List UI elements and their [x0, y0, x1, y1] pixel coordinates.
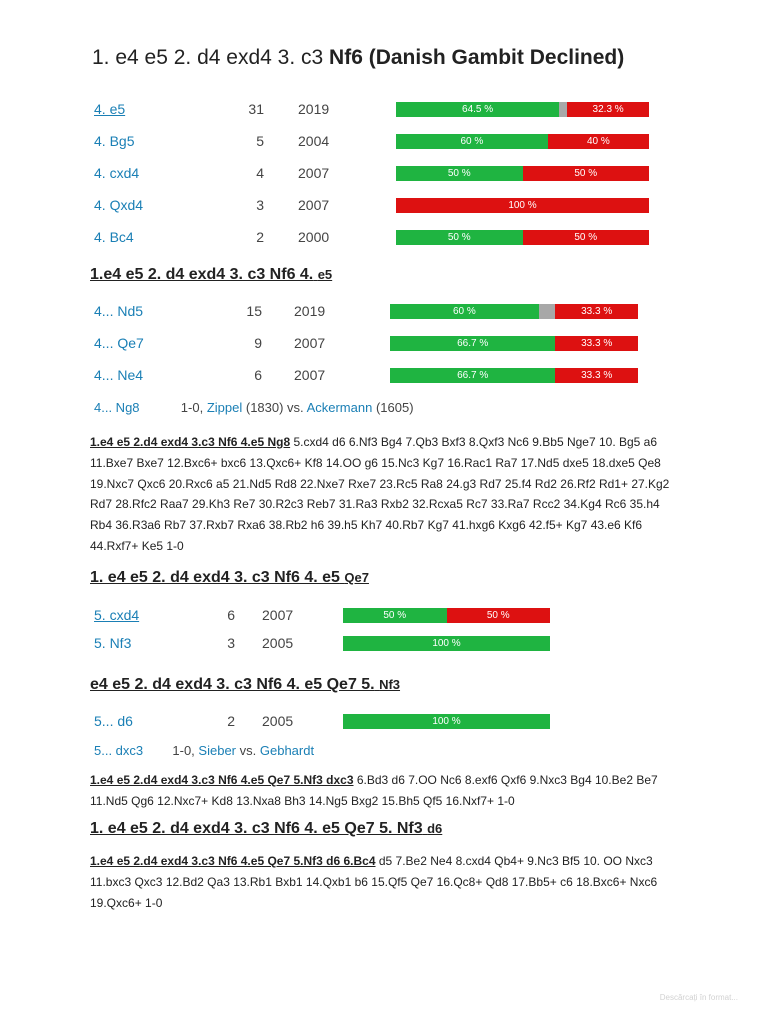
last-played-year: 2007	[262, 607, 294, 623]
black-win-segment: 50 %	[447, 608, 551, 623]
game-count: 3	[227, 635, 235, 651]
black-win-segment: 33.3 %	[555, 368, 638, 383]
game-count: 6	[227, 607, 235, 623]
game-count: 4	[256, 165, 264, 181]
black-win-segment: 40 %	[548, 134, 649, 149]
white-win-segment: 64.5 %	[396, 102, 559, 117]
result-bar	[343, 636, 550, 651]
black-win-segment: 32.3 %	[567, 102, 649, 117]
last-played-year: 2005	[262, 635, 294, 651]
move-link[interactable]: 4... Qe7	[94, 335, 144, 351]
black-win-segment: 50 %	[523, 166, 650, 181]
game-reference-ng8[interactable]: 4... Ng8 1-0, Zippel (1830) vs. Ackermann (1605)	[94, 400, 414, 415]
result-bar	[343, 714, 550, 729]
section-heading-5-d6: 1. e4 e5 2. d4 exd4 3. c3 Nf6 4. e5 Qe7 5. Nf3 d6	[90, 820, 443, 837]
move-link[interactable]: 4... Nd5	[94, 303, 144, 319]
game-count: 3	[256, 197, 264, 213]
move-link[interactable]: 5. cxd4	[94, 607, 140, 623]
game-score-1: 1.e4 e5 2.d4 exd4 3.c3 Nf6 4.e5 Ng8 5.cxd4 d6 6.Nf3 Bg4 7.Qb3 Bxf3 8.Qxf3 Nc6 9.Bb5 Nge7 10. Bg5 a6 11.Bxe7 Bxe7 12.Bxc6+ bxc6 13.Qxc6+ Kf8 14.OO g6 15.Nc3 Kg7 16.Rac1 Ra7 17.Nd5 dxe5 18.dxe5 Qe8 19.Nxc7 Qxc6 20.Rxc6 a5 21.Nd5 Rd8 22.Nxe7 Rxe7 23.Rc5 Ra8 24.g3 Rd7 25.f4 Rd2 26.Rf2 Rd1+ 27.Kg2 Rd7 28.Rfc2 Raa7 29.Kh3 Re7 30.R2c3 Reb7 31.Ra3 Rxb2 32.Rcxa5 Rc7 33.Ra7 Rcc2 34.Kg4 Rc6 35.h4 Rb4 36.R3a6 Rb7 37.Rxb7 Rxa6 38.Rb2 h6 39.h5 Kh7 40.Rb7 Kg7 41.hxg6 Kxg6 42.f5+ Kg7 43.e6 Kf6 44.Rxf7+ Ke5 1-0	[90, 435, 670, 553]
last-played-year: 2004	[298, 133, 330, 149]
last-played-year: 2007	[294, 367, 326, 383]
watermark: Descărcați în format...	[659, 993, 738, 1002]
last-played-year: 2019	[294, 303, 326, 319]
last-played-year: 2007	[298, 165, 330, 181]
last-played-year: 2019	[298, 101, 330, 117]
white-win-segment: 100 %	[343, 636, 550, 651]
last-played-year: 2005	[262, 713, 294, 729]
move-link[interactable]: 5. Nf3	[94, 635, 132, 651]
move-link[interactable]: 4. Qxd4	[94, 197, 144, 213]
white-win-segment: 100 %	[343, 714, 550, 729]
game-count: 15	[246, 303, 262, 319]
move-link[interactable]: 4. e5	[94, 101, 126, 117]
move-link[interactable]: 5... d6	[94, 713, 133, 729]
white-win-segment: 60 %	[390, 304, 539, 319]
last-played-year: 2007	[294, 335, 326, 351]
game-score-2: 1.e4 e5 2.d4 exd4 3.c3 Nf6 4.e5 Qe7 5.Nf3 dxc3 6.Bd3 d6 7.OO Nc6 8.exf6 Qxf6 9.Nxc3 Bg4 10.Be2 Be7 11.Nd5 Qg6 12.Nxc7+ Kd8 13.Nxa8 Bh3 14.Ng5 Bxg2 15.Bh5 Qf5 16.Nxf7+ 1-0	[90, 773, 658, 808]
game-count: 2	[256, 229, 264, 245]
game-count: 2	[227, 713, 235, 729]
black-win-segment: 100 %	[396, 198, 649, 213]
white-win-segment: 50 %	[343, 608, 447, 623]
game-score-3: 1.e4 e5 2.d4 exd4 3.c3 Nf6 4.e5 Qe7 5.Nf3 d6 6.Bc4 d5 7.Be2 Ne4 8.cxd4 Qb4+ 9.Nc3 Bf5 10. OO Nxc3 11.bxc3 Qxc3 12.Bd2 Qa3 13.Rb1 Bxb1 14.Qxb1 b6 15.Qf5 Qe7 16.Qc8+ Qd8 17.Bb5+ c6 18.Bxc6+ Nxc6 19.Qxc6+ 1-0	[90, 854, 658, 910]
move-link[interactable]: 4. Bc4	[94, 229, 134, 245]
last-played-year: 2000	[298, 229, 330, 245]
result-bar	[396, 102, 649, 117]
black-win-segment: 33.3 %	[555, 336, 638, 351]
result-bar	[343, 608, 550, 623]
white-win-segment: 66.7 %	[390, 336, 555, 351]
result-bar	[390, 304, 638, 319]
white-win-segment: 50 %	[396, 230, 523, 245]
game-reference-dxc3[interactable]: 5... dxc3 1-0, Sieber vs. Gebhardt	[94, 743, 315, 758]
move-link[interactable]: 4... Ne4	[94, 367, 144, 383]
result-bar	[396, 166, 649, 181]
result-bar	[396, 134, 649, 149]
white-win-segment: 66.7 %	[390, 368, 555, 383]
draw-segment	[559, 102, 567, 117]
section-heading-5-nf3: e4 e5 2. d4 exd4 3. c3 Nf6 4. e5 Qe7 5. Nf3	[90, 676, 401, 693]
game-count: 6	[254, 367, 262, 383]
section-heading-4-e5: 1.e4 e5 2. d4 exd4 3. c3 Nf6 4. e5	[90, 266, 333, 283]
black-win-segment: 33.3 %	[555, 304, 638, 319]
move-link[interactable]: 4. Bg5	[94, 133, 135, 149]
move-link[interactable]: 4. cxd4	[94, 165, 140, 181]
white-win-segment: 50 %	[396, 166, 523, 181]
result-bar	[390, 368, 638, 383]
game-count: 31	[248, 101, 264, 117]
game-count: 9	[254, 335, 262, 351]
draw-segment	[539, 304, 556, 319]
result-bar	[396, 230, 649, 245]
last-played-year: 2007	[298, 197, 330, 213]
game-count: 5	[256, 133, 264, 149]
white-win-segment: 60 %	[396, 134, 548, 149]
section-heading-4-qe7: 1. e4 e5 2. d4 exd4 3. c3 Nf6 4. e5 Qe7	[90, 569, 369, 586]
result-bar	[396, 198, 649, 213]
black-win-segment: 50 %	[523, 230, 650, 245]
result-bar	[390, 336, 638, 351]
page-title: 1. e4 e5 2. d4 exd4 3. c3 Nf6 (Danish Gambit Declined)	[92, 46, 625, 69]
